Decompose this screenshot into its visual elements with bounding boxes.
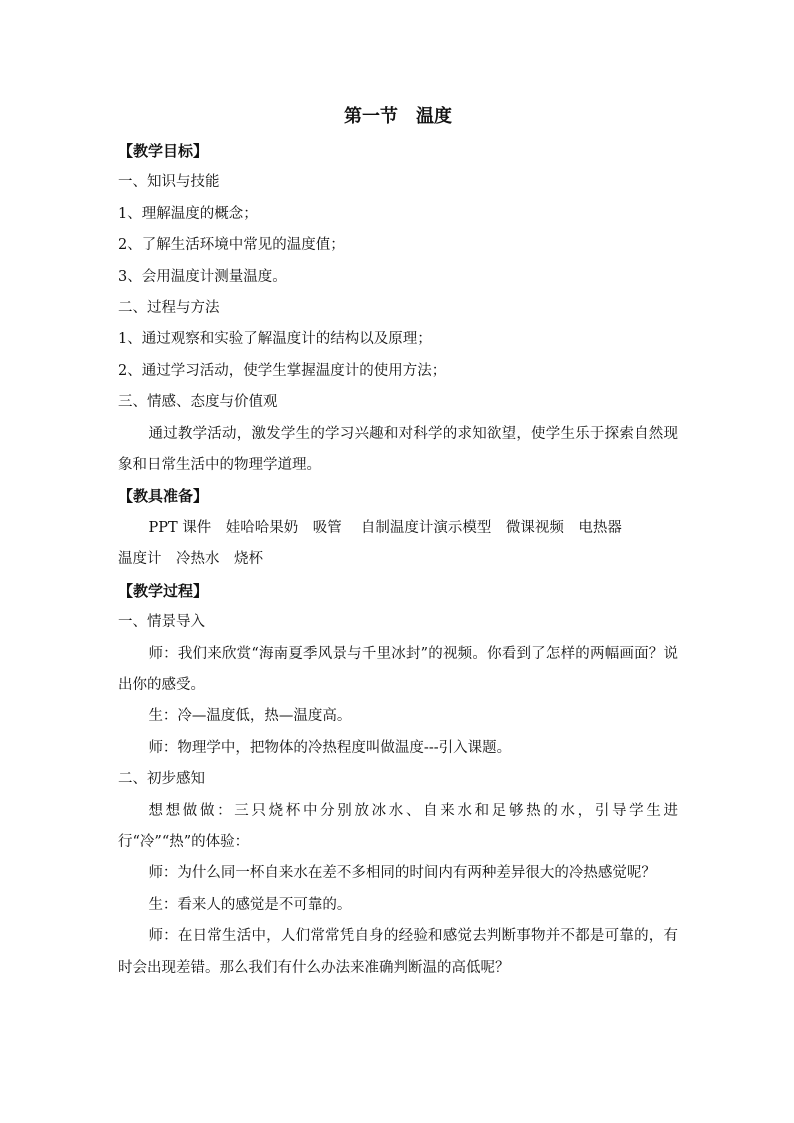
page-title: 第一节 温度 xyxy=(344,106,452,127)
section-heading-equipment: 【教具准备】 xyxy=(118,487,209,506)
section-heading-process: 【教学过程】 xyxy=(118,581,209,600)
list-item: 3、会用温度计测量温度。 xyxy=(118,268,287,285)
paragraph: 生：冷—温度低，热—温度高。 xyxy=(148,708,352,725)
list-item: 2、了解生活环境中常见的温度值； xyxy=(118,237,345,254)
equipment-line: PPT 课件 娃哈哈果奶 吸管 自制温度计演示模型 微课视频 电热器 xyxy=(148,519,622,536)
paragraph: 师：物理学中，把物体的冷热程度叫做温度---引入课题。 xyxy=(148,739,512,756)
document-body xyxy=(118,102,678,984)
subheading-emotion: 三、情感、态度与价值观 xyxy=(118,394,278,411)
paragraph: 师：我们来欣赏“海南夏季风景与千里冰封”的视频。你看到了怎样的两幅画面？说出你的感受。 xyxy=(118,645,678,693)
paragraph: 想想做做：三只烧杯中分别放冰水、自来水和足够热的水，引导学生进行“冷”“热”的体验： xyxy=(118,802,678,850)
subheading-intro: 一、情景导入 xyxy=(118,614,205,631)
list-item: 1、理解温度的概念； xyxy=(118,205,258,222)
subheading-perceive: 二、初步感知 xyxy=(118,771,205,788)
list-item: 2、通过学习活动，使学生掌握温度计的使用方法； xyxy=(118,362,447,379)
subheading-knowledge: 一、知识与技能 xyxy=(118,174,220,191)
paragraph: 师：为什么同一杯自来水在差不多相同的时间内有两种差异很大的冷热感觉呢？ xyxy=(148,865,656,882)
paragraph: 生：看来人的感觉是不可靠的。 xyxy=(148,896,352,913)
paragraph: 师：在日常生活中，人们常常凭自身的经验和感觉去判断事物并不都是可靠的，有时会出现差错。那么我们有什么办法来准确判断温的高低呢？ xyxy=(118,928,678,976)
equipment-line: 温度计 冷热水 烧杯 xyxy=(118,551,263,568)
list-item: 1、通过观察和实验了解温度计的结构以及原理； xyxy=(118,331,432,348)
section-heading-goals: 【教学目标】 xyxy=(118,142,209,160)
subheading-process-method: 二、过程与方法 xyxy=(118,300,220,317)
paragraph: 通过教学活动，激发学生的学习兴趣和对科学的求知欲望，使学生乐于探索自然现象和日常生活中的物理学道理。 xyxy=(118,425,678,474)
